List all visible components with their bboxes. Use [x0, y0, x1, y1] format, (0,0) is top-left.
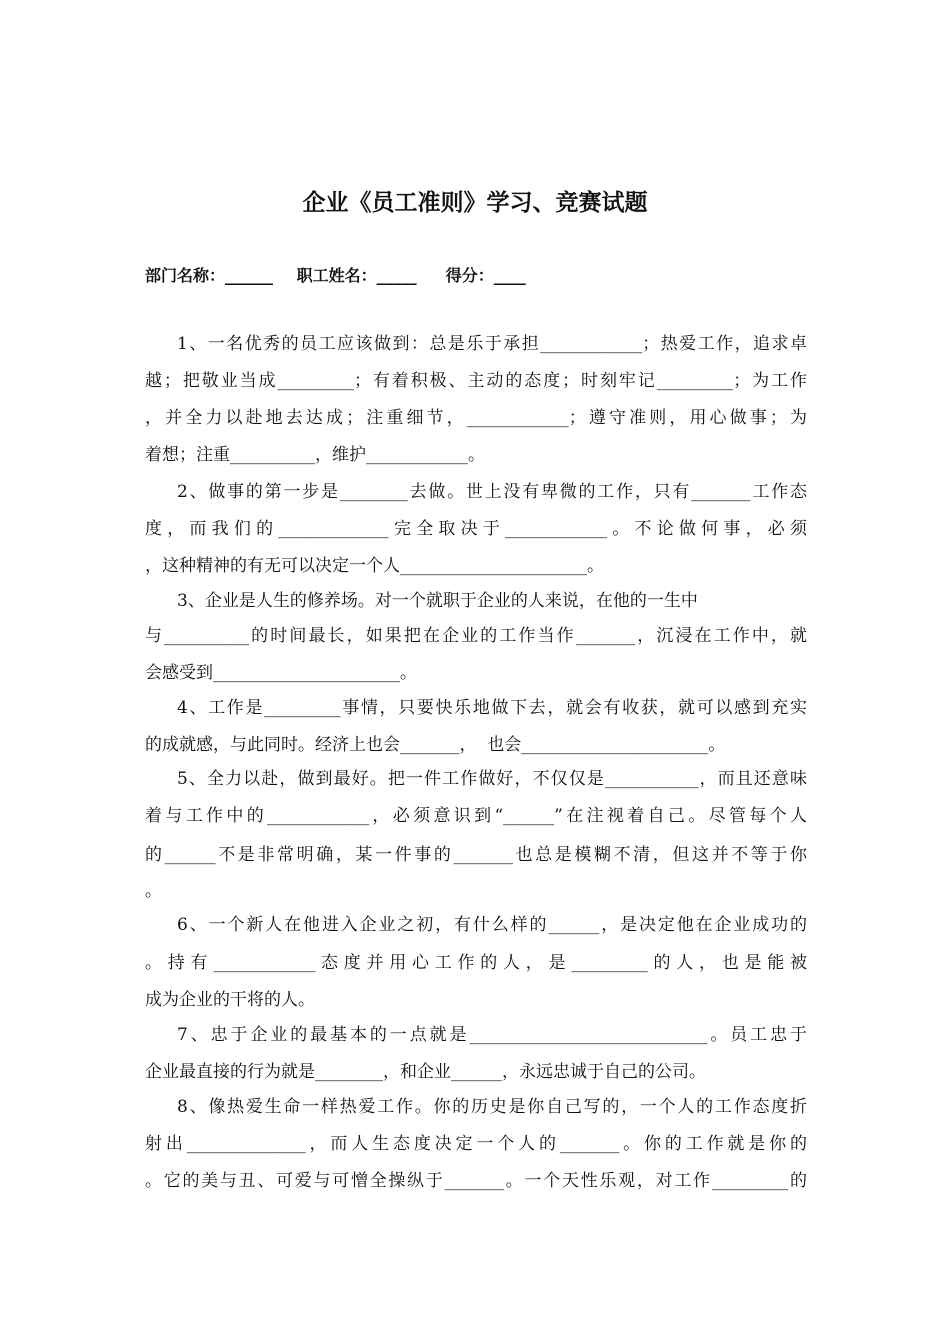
- question-8-line-3: 。它的美与丑、可爱与可憎全操纵于_______。一个天性乐观，对工作_________的: [145, 1171, 807, 1191]
- question-5-line-4: 。: [145, 881, 162, 901]
- question-8-line-2: 射出______________，而人生态度决定一个人的_______。你的工作就是你的: [145, 1134, 807, 1154]
- question-2-line-2: 度，而我们的_____________完全取决于____________。不论做何事，必须: [145, 519, 807, 539]
- question-3-line-1: 3、企业是人生的修养场。对一个就职于企业的人来说，在他的一生中: [177, 591, 698, 611]
- question-4-line-2: 的成就感，与此同时。经济上也会_______， 也会______________________。: [145, 735, 726, 755]
- question-5-line-2: 着与工作中的____________，必须意识到“______”在注视着自己。尽管每个人: [145, 806, 807, 826]
- question-1-line-4: 着想；注重__________，维护____________。: [145, 445, 485, 465]
- department-field: 部门名称：______: [145, 266, 274, 285]
- page-title: 企业《员工准则》学习、竞赛试题: [302, 190, 648, 216]
- question-6-line-1: 6、一个新人在他进入企业之初，有什么样的______，是决定他在企业成功的: [177, 915, 807, 935]
- question-1-line-2: 越；把敬业当成_________；有着积极、主动的态度；时刻牢记_________；为工作: [145, 371, 807, 391]
- employee-name-field: 职工姓名：_____: [296, 266, 417, 285]
- question-5-line-3: 的______不是非常明确，某一件事的_______也总是模糊不清，但这并不等于你: [145, 845, 807, 865]
- info-header: [145, 263, 544, 286]
- question-5-line-1: 5、全力以赴，做到最好。把一件工作做好，不仅仅是___________，而且还意味: [177, 769, 807, 789]
- question-8-line-1: 8、像热爱生命一样热爱工作。你的历史是你自己写的，一个人的工作态度折: [177, 1097, 807, 1117]
- question-7-line-1: 7、忠于企业的最基本的一点就是____________________________。员工忠于: [177, 1025, 807, 1045]
- score-field: 得分：____: [445, 266, 526, 285]
- question-2-line-3: ，这种精神的有无可以决定一个人______________________。: [145, 556, 604, 576]
- question-7-line-2: 企业最直接的行为就是________，和企业______，永远忠诚于自己的公司。: [145, 1062, 706, 1082]
- question-3-line-3: 会感受到______________________。: [145, 663, 417, 683]
- question-4-line-1: 4、工作是_________事情，只要快乐地做下去，就会有收获，就可以感到充实: [177, 698, 807, 718]
- question-1-line-3: ，并全力以赴地去达成；注重细节，____________；遵守准则，用心做事；为: [145, 408, 807, 428]
- question-3-line-2: 与__________的时间最长，如果把在企业的工作当作_______，沉浸在工作中，就: [145, 626, 807, 646]
- question-1-line-1: 1、一名优秀的员工应该做到：总是乐于承担____________；热爱工作，追求卓: [177, 334, 807, 354]
- question-6-line-2: 。持有____________态度并用心工作的人，是_________的人，也是能被: [145, 953, 807, 973]
- question-2-line-1: 2、做事的第一步是________去做。世上没有卑微的工作，只有_______工作态: [177, 482, 807, 502]
- question-6-line-3: 成为企业的干将的人。: [145, 990, 315, 1010]
